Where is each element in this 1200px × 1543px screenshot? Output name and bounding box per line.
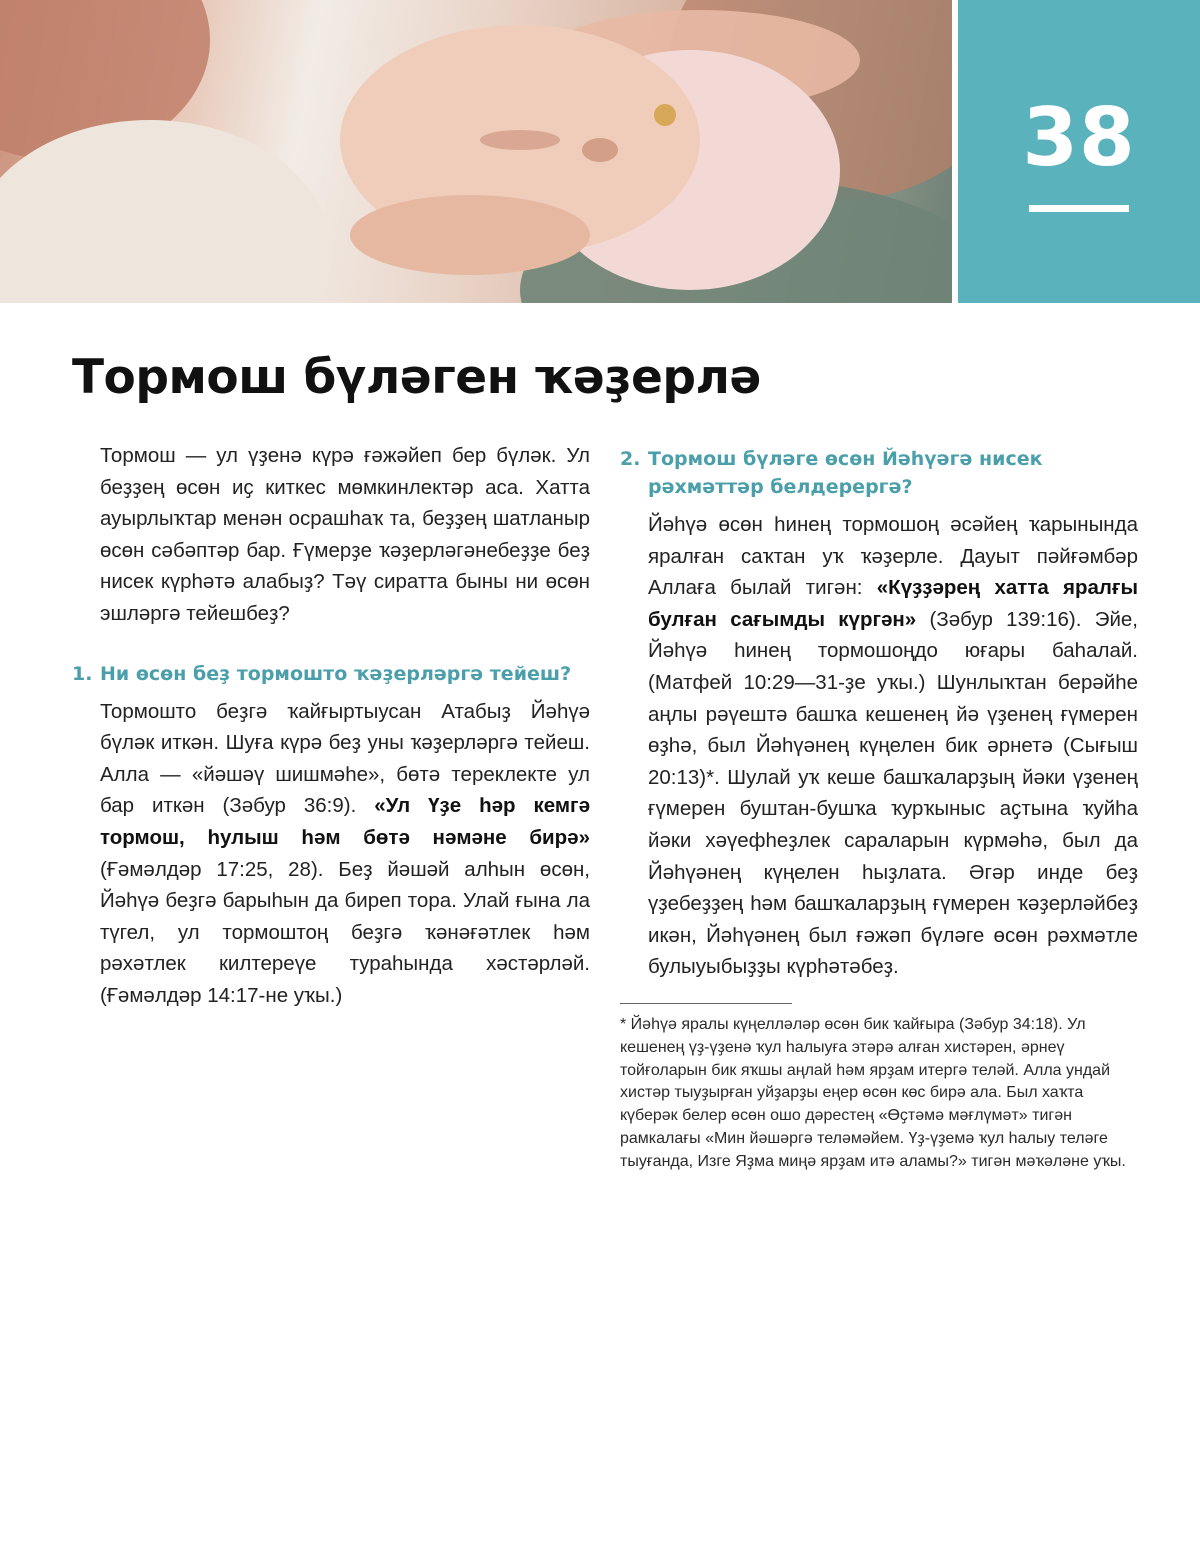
- question-2-number: 2.: [620, 448, 641, 470]
- question-1-paragraph: [72, 696, 590, 1012]
- q1-text-part-1: Тормошто беҙгә ҡайғыртыусан Атабыҙ Йәһүә бүләк иткән. Шуға күрә беҙ уны ҡәҙерләргә тейеш. Алла — «йәшәү шишмәһе», бөтә тереклекте ул бар иткән (Зәбур 36:9).: [100, 699, 590, 818]
- lesson-number: 38: [1022, 91, 1136, 184]
- footnote: * Йәһүә яралы күңелләләр өсөн бик ҡайғыра (Зәбур 34:18). Ул кешенең үҙ-үҙенә ҡул һалыуға этәрә алған хистәрен, әрнеү тойғоларын бик яҡшы аңлай һәм ярҙам итергә теләй. Алла ундай хистәр тыуҙырған уйҙарҙы еңер өсөн көс бирә ала. Был хаҡта күберәк белер өсөн ошо дәрестең «Өҫтәмә мәғлүмәт» тигән рамкалағы «Мин йәшәргә теләмәйем. Үҙ-үҙемә ҡул һалыу теләге тыуғанда, Изге Яҙма миңә ярҙам итә аламы?» тигән мәҡәләне уҡы.: [620, 1015, 1126, 1170]
- q1-bold-quote: «Ул Үҙе һәр кемгә тормош, һулыш һәм бөтә нәмәне бирә»: [100, 794, 590, 849]
- q2-text-part-2: (Зәбур 139:16). Эйе, Йәһүә һинең тормошоңдо юғары баһалай. (Матфей 10:29—31-ҙе уҡы.) Шунлыҡтан берәйһе аңлы рәүештә башҡа кешенең йә үҙенең ғүмерен өҙһә, был Йәһүәнең күңелен бик әрнетә (Сығыш 20:13)*. Шулай уҡ кеше башҡаларҙың йәки үҙенең ғүмерен буштан-бушҡа ҡурҡыныс аҫтына ҡуйһа йәки хәүефһеҙлек сараларын күрмәһә, был да Йәһүәнең күңелен һыҙлата. Әгәр инде беҙ үҙебеҙҙең һәм башҡаларҙың ғүмерен ҡәҙерләйбеҙ икән, Йәһүәнең был ғәжәп бүләге өсөн рәхмәтле булыуыбыҙҙы күрһәтәбеҙ.: [648, 607, 1138, 979]
- intro-paragraph: Тормош — ул үҙенә күрә ғәжәйеп бер бүләк. Ул беҙҙең өсөн иҫ киткес мөмкинлектәр аса. Хатта ауырлыҡтар менән осрашһаҡ та, беҙҙең шатланыр өсөн сәбәптәр бар. Ғүмерҙе ҡәҙерләгәнебеҙҙе беҙ нисек күрһәтә алабыҙ? Тәү сиратта быны ни өсөн эшләргә тейешбеҙ?: [100, 444, 590, 625]
- q1-text-part-2: (Ғәмәлдәр 17:25, 28). Беҙ йәшәй алһын өсөн, Йәһүә беҙгә барыһын да биреп тора. Улай ғына ла түгел, ул тормоштоң беҙгә ҡәнәғәтлек һәм рәхәтлек килтереүе тураһында хәстәрләй. (Ғәмәлдәр 14:17-не уҡы.): [100, 857, 590, 1007]
- left-column: [72, 440, 590, 1012]
- question-1-heading: [72, 660, 590, 688]
- question-2-heading: [620, 445, 1138, 501]
- question-2-text: Тормош бүләге өсөн Йәһүәгә нисек рәхмәттәр белдерергә?: [648, 448, 1043, 498]
- question-1-number: 1.: [72, 662, 93, 685]
- question-2-paragraph: [620, 509, 1138, 983]
- q2-bold-quote: «Күҙҙәрең хатта яралғы булған сағымды күргән»: [648, 576, 1138, 631]
- lesson-number-underline: [1029, 205, 1129, 212]
- lesson-number-panel: [958, 0, 1200, 303]
- footnote-divider: [620, 1003, 792, 1004]
- q2-text-part-1: Йәһүә өсөн һинең тормошоң әсәйең ҡарынында яралған саҡтан уҡ ҡәҙерле. Дауыт пәйғәмбәр Аллаға былай тигән:: [648, 513, 1138, 600]
- right-column: [620, 440, 1138, 1173]
- photo-mother-holding-sleeping-newborn-icon: [0, 0, 952, 303]
- hero-photo: [0, 0, 952, 303]
- question-1-text: Ни өсөн беҙ тормошто ҡәҙерләргә тейеш?: [100, 662, 572, 685]
- page-title: Тормош бүләген ҡәҙерлә: [72, 350, 761, 405]
